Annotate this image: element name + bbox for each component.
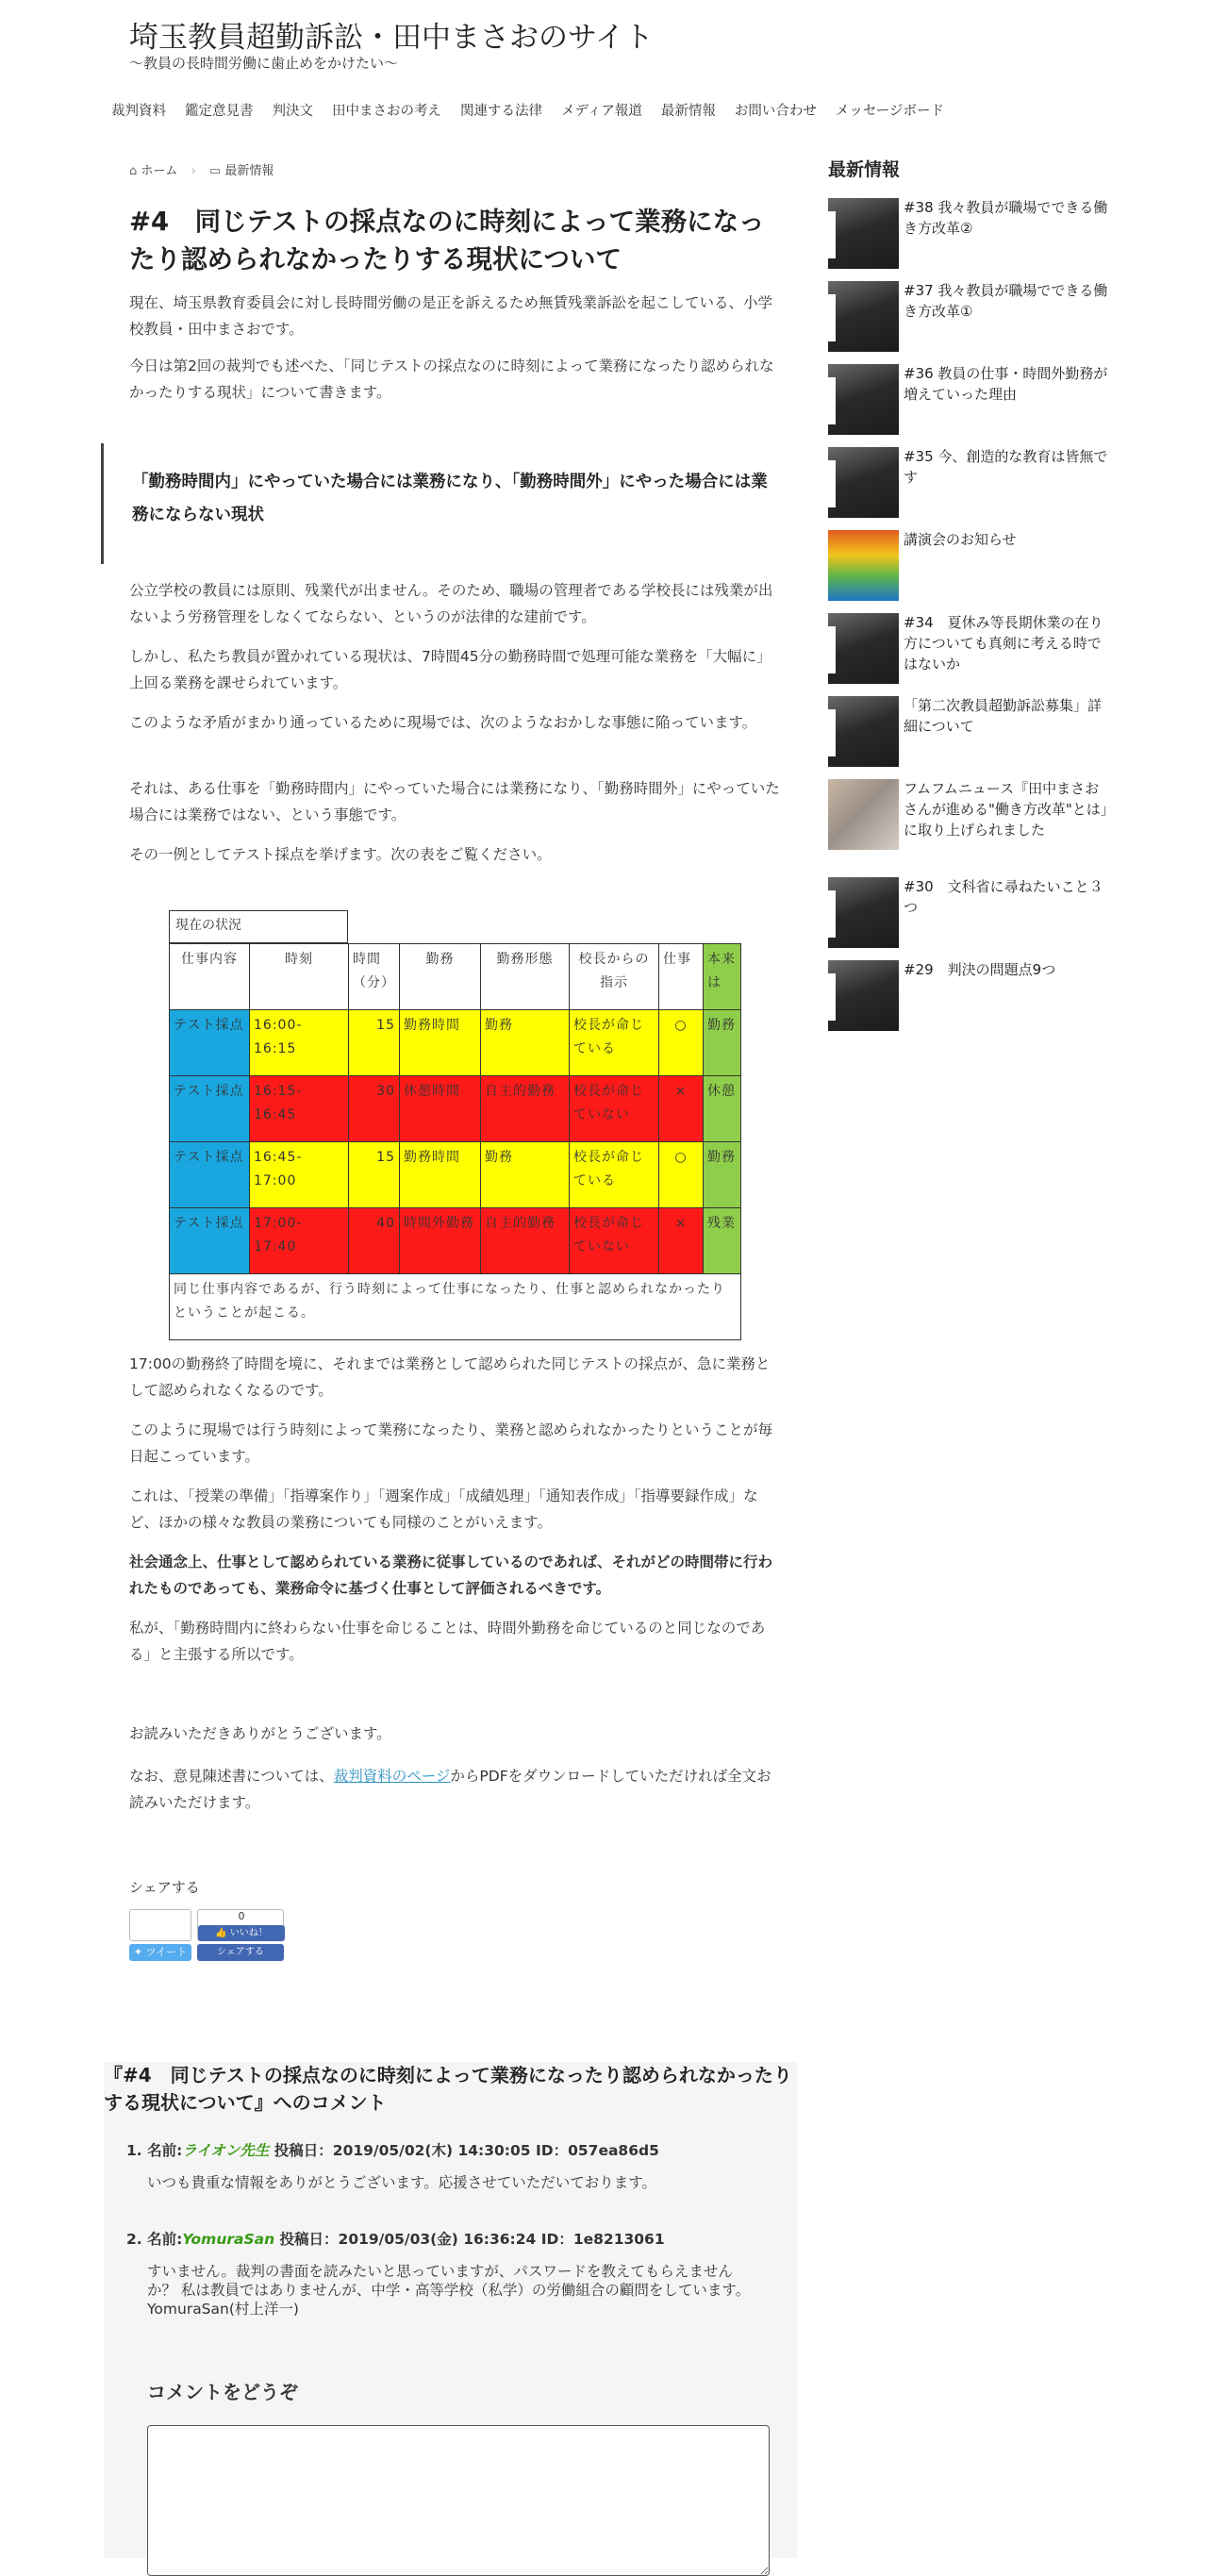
comment-meta [126, 2228, 665, 2249]
sidebar-item-title[interactable]: #35 今、創造的な教育は皆無です [904, 448, 1108, 486]
nav-item-latest[interactable]: 最新情報 [660, 104, 716, 119]
intro-paragraph-2: 今日は第2回の裁判でも述べた、「同じテストの採点なのに時刻によって業務になったり認められなかったりする現状」について書きます。 [129, 357, 774, 401]
header-cell: 勤務 [400, 944, 481, 1010]
cell-order: 校長が命じていない [570, 1076, 659, 1142]
sidebar-item[interactable] [828, 696, 1111, 772]
table-header-row [170, 944, 741, 1010]
facebook-share-button[interactable]: シェアする [197, 1944, 284, 1961]
table-row [170, 1076, 741, 1142]
cell-time: 16:00-16:15 [250, 1010, 349, 1076]
sidebar-title: 最新情報 [828, 159, 901, 180]
sidebar-item[interactable] [828, 530, 1111, 606]
thumbnail-edge [828, 211, 836, 258]
tweet-label: ツイート [145, 1946, 188, 1958]
status-table [169, 943, 741, 1340]
nav-item-expert-opinion[interactable]: 鑑定意見書 [185, 104, 254, 119]
body-paragraph-2: しかし、私たち教員が置かれている現状は、7時間45分の勤務時間で処理可能な業務を「大幅に」上回る業務を課せられています。 [129, 648, 771, 691]
cell-work: ○ [659, 1142, 704, 1208]
cell-order: 校長が命じていない [570, 1208, 659, 1274]
thumbnail-edge [828, 626, 836, 673]
cell-time: 16:15-16:45 [250, 1076, 349, 1142]
cell-minutes: 30 [349, 1076, 400, 1142]
cell-honrai: 勤務 [704, 1010, 741, 1076]
cell-honrai: 残業 [704, 1208, 741, 1274]
like-button[interactable] [198, 1925, 285, 1941]
comment-number: 1. [126, 2142, 142, 2159]
nav-item-judgment[interactable]: 判決文 [272, 104, 313, 119]
nav-item-message-board[interactable]: メッセージボード [835, 104, 944, 119]
header-cell: 仕事 [659, 944, 704, 1010]
comment-number: 2. [126, 2231, 142, 2248]
sidebar-item[interactable] [828, 877, 1111, 953]
comment-body: すいません。裁判の書面を読みたいと思っていますが、パスワードを教えてもらえませんか？ 私は教員ではありませんが、中学・高等学校（私学）の労働組合の顧問をしています。 YomuraSan(村上洋一) [147, 2263, 751, 2318]
sidebar-item-title[interactable]: #37 我々教員が職場でできる働き方改革① [904, 282, 1108, 320]
sidebar-item-title[interactable]: #30 文科省に尋ねたいこと３つ [904, 878, 1103, 916]
thumbnail-edge [828, 890, 836, 938]
cell-kinmu: 休憩時間 [400, 1076, 481, 1142]
home-icon: ⌂ [129, 164, 138, 178]
thumbnail-edge [828, 973, 836, 1021]
site-header [0, 0, 1211, 137]
table-row [170, 1208, 741, 1274]
comment-date: 投稿日：2019/05/02(木) 14:30:05 ID：057ea86d5 [274, 2142, 659, 2159]
sidebar-item[interactable] [828, 198, 1111, 274]
body-paragraph-1: 公立学校の教員には原則、残業代が出ません。そのため、職場の管理者である学校長には残業が出ないよう労務管理をしなくてならない、というのが法律的な建前です。 [129, 582, 773, 625]
comment-author: YomuraSan [182, 2231, 275, 2248]
header-cell: 時間（分） [349, 944, 400, 1010]
sidebar-item[interactable] [828, 779, 1111, 855]
table-footnote: 同じ仕事内容であるが、行う時刻によって仕事になったり、仕事と認められなかったりということが起こる。 [170, 1274, 741, 1340]
like-count: 0 [238, 1910, 245, 1922]
body-paragraph-8: これは、「授業の準備」「指導案作り」「週案作成」「成績処理」「通知表作成」「指導要録作成」など、ほかの様々な教員の業務についても同様のことがいえます。 [129, 1487, 758, 1531]
table-footnote-row [170, 1274, 741, 1340]
cell-kinmu: 勤務時間 [400, 1142, 481, 1208]
facebook-like-box [197, 1909, 284, 1941]
comment-author: ライオン先生 [182, 2142, 270, 2159]
post-thumbnail[interactable] [828, 877, 899, 948]
note-text-after: からPDFをダウンロードしていただければ全文お読みいただけます。 [129, 1768, 771, 1811]
body-paragraph-4: それは、ある仕事を「勤務時間内」にやっていた場合には業務になり、「勤務時間外」にやっていた場合には業務ではない、という事態です。 [129, 780, 780, 823]
sidebar-item[interactable] [828, 447, 1111, 523]
cell-time: 16:45-17:00 [250, 1142, 349, 1208]
cell-minutes: 15 [349, 1010, 400, 1076]
cell-time: 17:00-17:40 [250, 1208, 349, 1274]
post-title: #4 同じテストの採点なのに時刻によって業務になったり認められなかったりする現状について [129, 207, 765, 274]
sidebar-item[interactable] [828, 613, 1111, 689]
folder-icon: ▭ [208, 164, 222, 178]
nav-item-related-laws[interactable]: 関連する法律 [460, 104, 542, 119]
cell-task: テスト採点 [170, 1142, 250, 1208]
thumbnail-edge [828, 294, 836, 341]
breadcrumb [129, 160, 274, 178]
cell-work: × [659, 1076, 704, 1142]
body-paragraph-10: 私が、「勤務時間内に終わらない仕事を命じることは、時間外勤務を命じているのと同じなのである」と主張する所以です。 [129, 1620, 766, 1663]
header-cell: 本来は [704, 944, 741, 1010]
thumbs-up-icon: 👍 [215, 1928, 230, 1938]
cell-task: テスト採点 [170, 1208, 250, 1274]
body-paragraph-5: その一例としてテスト採点を挙げます。次の表をご覧ください。 [129, 846, 552, 863]
share-label: シェアする [129, 1879, 200, 1896]
header-cell: 校長からの指示 [570, 944, 659, 1010]
comment-name-label: 名前: [147, 2142, 183, 2159]
nav-item-contact[interactable]: お問い合わせ [734, 104, 817, 119]
post-thumbnail[interactable] [828, 613, 899, 684]
breadcrumb-home[interactable]: ホーム [141, 164, 178, 178]
thumbnail-edge [828, 709, 836, 756]
table-caption: 現在の状況 [169, 910, 348, 943]
intro-paragraph-1: 現在、埼玉県教育委員会に対し長時間労働の是正を訴えるため無賃残業訴訟を起こしている、小学校教員・田中まさおです。 [129, 294, 773, 338]
table-row [170, 1010, 741, 1076]
site-description: 〜教員の長時間労働に歯止めをかけたい〜 [129, 55, 399, 72]
cell-order: 校長が命じている [570, 1010, 659, 1076]
court-docs-link[interactable]: 裁判資料のページ [333, 1768, 451, 1785]
comments-title: 『#4 同じテストの採点なのに時刻によって業務になったり認められなかったりする現状について』へのコメント [104, 2064, 792, 2114]
cell-kinmu: 時間外勤務 [400, 1208, 481, 1274]
body-paragraph-9: 社会通念上、仕事として認められている業務に従事しているのであれば、それがどの時間帯に行われたものであっても、業務命令に基づく仕事として評価されるべきです。 [129, 1554, 773, 1597]
sidebar-item-title[interactable]: #36 教員の仕事・時間外勤務が増えていった理由 [904, 365, 1108, 403]
section-heading-box [101, 443, 780, 564]
comment-textarea[interactable] [147, 2425, 770, 2576]
nav-item-media[interactable]: メディア報道 [561, 104, 642, 119]
sidebar-item[interactable] [828, 281, 1111, 357]
twitter-icon: ✦ [133, 1946, 146, 1958]
post-thumbnail[interactable] [828, 198, 899, 269]
section-heading: 「勤務時間内」にやっていた場合には業務になり、「勤務時間外」にやった場合には業務にならない現状 [132, 473, 768, 524]
post-thumbnail[interactable] [828, 696, 899, 767]
flyer-thumbnail[interactable] [828, 530, 899, 601]
global-nav [111, 100, 944, 120]
comment-name-label: 名前: [147, 2231, 183, 2248]
thumbnail-edge [828, 377, 836, 424]
breadcrumb-separator-icon: › [191, 164, 196, 178]
sidebar-item-title[interactable]: フムフムニュース『田中まさおさんが進める"働き方改革"とは」に取り上げられました [904, 780, 1108, 839]
note-text-before: なお、意見陳述書については、 [129, 1768, 334, 1785]
cell-task: テスト採点 [170, 1076, 250, 1142]
comment-meta [126, 2139, 659, 2160]
body-paragraph-7: このように現場では行う時刻によって業務になったり、業務と認められなかったりということが毎日起こっています。 [129, 1421, 773, 1465]
site-title[interactable]: 埼玉教員超勤訴訟・田中まさおのサイト [129, 21, 654, 55]
cell-kinmu: 勤務時間 [400, 1010, 481, 1076]
cell-form: 勤務 [481, 1010, 570, 1076]
header-cell: 時刻 [250, 944, 349, 1010]
cell-minutes: 40 [349, 1208, 400, 1274]
note-paragraph [129, 1764, 780, 1817]
nav-item-court-docs[interactable]: 裁判資料 [111, 104, 166, 119]
cell-form: 自主的勤務 [481, 1076, 570, 1142]
cell-honrai: 休憩 [704, 1076, 741, 1142]
cell-form: 勤務 [481, 1142, 570, 1208]
sidebar-item-title[interactable]: #34 夏休み等長期休業の在り方についても真剣に考える時ではないか [904, 614, 1103, 673]
cell-order: 校長が命じている [570, 1142, 659, 1208]
comment-form-title: コメントをどうぞ [147, 2381, 298, 2403]
like-label: いいね！ [229, 1928, 268, 1938]
body-paragraph-6: 17:00の勤務終了時間を境に、それまでは業務として認められた同じテストの採点が、急に業務として認められなくなるのです。 [129, 1355, 771, 1399]
sidebar-item[interactable] [828, 960, 1111, 1036]
cell-form: 自主的勤務 [481, 1208, 570, 1274]
post-thumbnail[interactable] [828, 281, 899, 352]
cell-work: ○ [659, 1010, 704, 1076]
post-thumbnail[interactable] [828, 447, 899, 518]
thanks-paragraph: お読みいただきありがとうございます。 [129, 1725, 391, 1742]
comment-body: いつも貴重な情報をありがとうございます。応援させていただいております。 [147, 2174, 657, 2191]
cell-honrai: 勤務 [704, 1142, 741, 1208]
sidebar-item-title[interactable]: #38 我々教員が職場でできる働き方改革② [904, 199, 1108, 237]
tweet-count-box [129, 1909, 191, 1941]
tweet-button[interactable] [129, 1944, 191, 1961]
sidebar-item-title[interactable]: 「第二次教員超勤訴訟募集」詳細について [904, 697, 1103, 735]
cell-minutes: 15 [349, 1142, 400, 1208]
header-cell: 仕事内容 [170, 944, 250, 1010]
sidebar-item-title[interactable]: #29 判決の問題点9つ [904, 961, 1056, 978]
comment-date: 投稿日：2019/05/03(金) 16:36:24 ID：1e8213061 [279, 2231, 665, 2248]
sidebar-item-title[interactable]: 講演会のお知らせ [904, 531, 1017, 548]
table-row [170, 1142, 741, 1208]
header-cell: 勤務形態 [481, 944, 570, 1010]
nav-item-tanaka-thoughts[interactable]: 田中まさおの考え [332, 104, 441, 119]
sidebar-item[interactable] [828, 364, 1111, 440]
post-thumbnail[interactable] [828, 364, 899, 435]
cell-task: テスト採点 [170, 1010, 250, 1076]
news-thumbnail[interactable] [828, 779, 899, 850]
post-thumbnail[interactable] [828, 960, 899, 1031]
thumbnail-edge [828, 460, 836, 507]
cell-work: × [659, 1208, 704, 1274]
body-paragraph-3: このような矛盾がまかり通っているために現場では、次のようなおかしな事態に陥っています。 [129, 714, 757, 731]
breadcrumb-current[interactable]: 最新情報 [224, 164, 274, 178]
comments-section [104, 2062, 797, 2558]
